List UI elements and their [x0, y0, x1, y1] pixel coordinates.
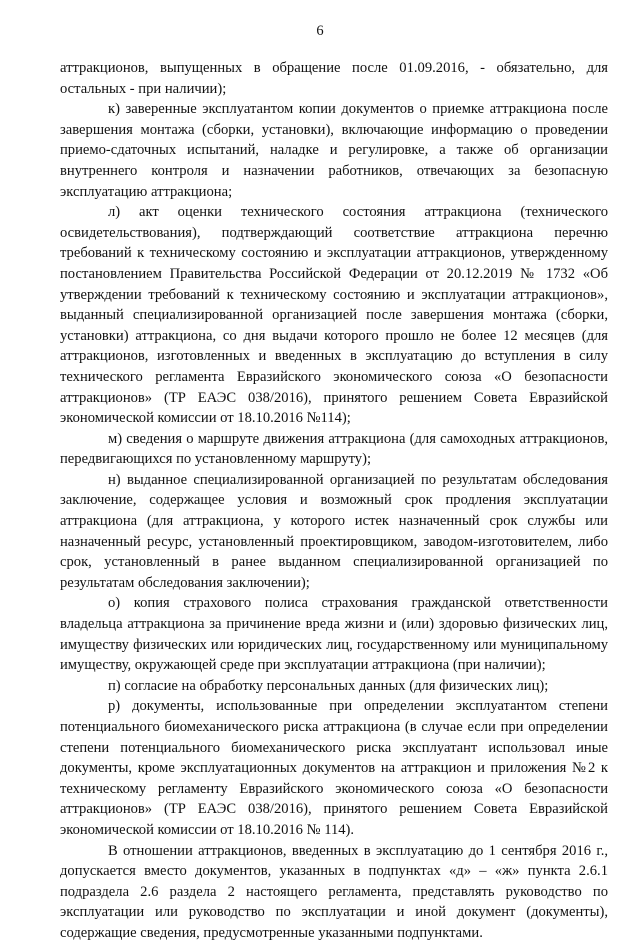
paragraph-item-m: м) сведения о маршруте движения аттракциона (для самоходных аттракционов, передвигающихся по установленному маршруту); [60, 430, 608, 468]
paragraph-item-k: к) заверенные эксплуатантом копии документов о приемке аттракциона после завершения монтажа (сборки, установки), включающие информацию о проведении приемо-сдаточных испытаний, наладке и регулировке, а также об организации внутреннего контроля и назначении работников, отвечающих за безопасную эксплуатацию аттракциона; [60, 101, 608, 200]
document-body [60, 58, 608, 944]
paragraph-item-n: н) выданное специализированной организацией по результатам обследования заключение, содержащее условия и возможный срок продления эксплуатации аттракциона (для аттракциона, у которого истек назначенный срок службы или назначенный ресурс, установленный проектировщиком, заводом-изготовителем, либо срок, установленный в ранее выданном специализированной организацией по результатам обследования заключении); [60, 471, 608, 591]
paragraph-item-p: п) согласие на обработку персональных данных (для физических лиц); [108, 677, 549, 694]
paragraph-item-o: о) копия страхового полиса страхования гражданской ответственности владельца аттракциона за причинение вреда жизни и (или) здоровью физических лиц, имуществу физических или юридических лиц, государственному или муниципальному имуществу, окружающей среде при эксплуатации аттракциона (при наличии); [60, 595, 608, 674]
paragraph-item-r: р) документы, использованные при определении эксплуатантом степени потенциального биомеханического риска аттракциона (в случае если при определении степени потенциального биомеханического риска эксплуатант использовал иные документы, кроме эксплуатационных документов на аттракцион и приложения №2 к техническому регламенту Евразийского экономического союза «О безопасности аттракционов» (ТР ЕАЭС 038/2016), принятого решением Совета Евразийской экономической комиссии от 18.10.2016 № 114). [60, 698, 608, 838]
paragraph-continuation: аттракционов, выпущенных в обращение после 01.09.2016, - обязательно, для остальных - при наличии); [60, 60, 608, 97]
page-number: 6 [316, 23, 324, 39]
paragraph-item-l: л) акт оценки технического состояния аттракциона (технического освидетельствования), подтверждающий соответствие аттракциона перечню требований к техническому состоянию и эксплуатации аттракционов, утвержденному постановлением Правительства Российской Федерации от 20.12.2019 № 1732 «Об утверждении требований к техническому состоянию и эксплуатации аттракционов», выданный специализированной организацией после завершения монтажа (сборки, установки) аттракциона, со дня выдачи которого прошло не более 12 месяцев (для аттракционов, изготовленных и введенных в эксплуатацию до вступления в силу технического регламента Евразийского экономического союза «О безопасности аттракционов» (ТР ЕАЭС 038/2016), принятого решением Совета Евразийской экономической комиссии от 18.10.2016 №114); [60, 204, 608, 427]
paragraph-pre-2016-note: В отношении аттракционов, введенных в эксплуатацию до 1 сентября 2016 г., допускается вместо документов, указанных в подпунктах «д» – «ж» пункта 2.6.1 подраздела 2.6 раздела 2 настоящего регламента, представлять руководство по эксплуатации или руководство по эксплуатации и иной документ (документы), содержащие сведения, предусмотренные указанными подпунктами. [60, 842, 608, 941]
